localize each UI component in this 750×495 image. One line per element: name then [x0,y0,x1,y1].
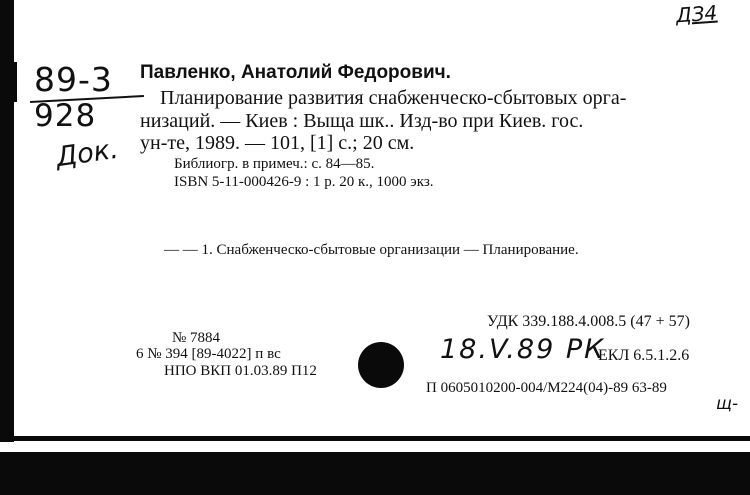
title-line-3: ун-те, 1989. — 101, [1] с.; 20 см. [140,132,415,154]
price-code: П 0605010200-004/М224(04)-89 63-89 [426,380,667,396]
isbn-line: ISBN 5-11-000426-9 : 1 р. 20 к., 1000 экз. [174,174,434,190]
bottom-rule [14,436,750,441]
bottom-black-band [0,452,750,495]
margin-handwritten-mark: щ- [716,394,739,414]
shelf-mark-top: 89-3 [34,60,113,99]
udk-code: УДК 339.188.4.008.5 (47 + 57) [487,313,690,330]
ekl-code: ЕКЛ 6.5.1.2.6 [598,347,690,364]
handwritten-date: 18.V.89 РК [440,334,606,365]
author-heading: Павленко, Анатолий Федорович. [140,62,451,83]
bibliography-note: Библиогр. в примеч.: с. 84—85. [174,156,375,172]
card-number: № 7884 [172,330,221,346]
shelf-mark-bottom: 928 [34,98,97,134]
npo-line: НПО ВКП 01.03.89 П12 [164,363,317,379]
left-edge-notch [14,62,17,102]
title-line-1: Планирование развития снабженческо-сбытовых орга- [160,87,627,109]
corner-handwritten-mark: ДЗ4 [675,0,718,28]
handwritten-note: Док. [54,133,121,174]
title-line-2: низаций. — Киев : Выща шк.. Изд-во при Киев. гос. [140,110,584,132]
order-line: 6 № 394 [89-4022] п вс [136,346,281,362]
punch-hole [358,342,404,388]
left-edge-bar [0,0,14,442]
subject-heading: — — 1. Снабженческо-сбытовые организации — Планирование. [164,242,579,258]
